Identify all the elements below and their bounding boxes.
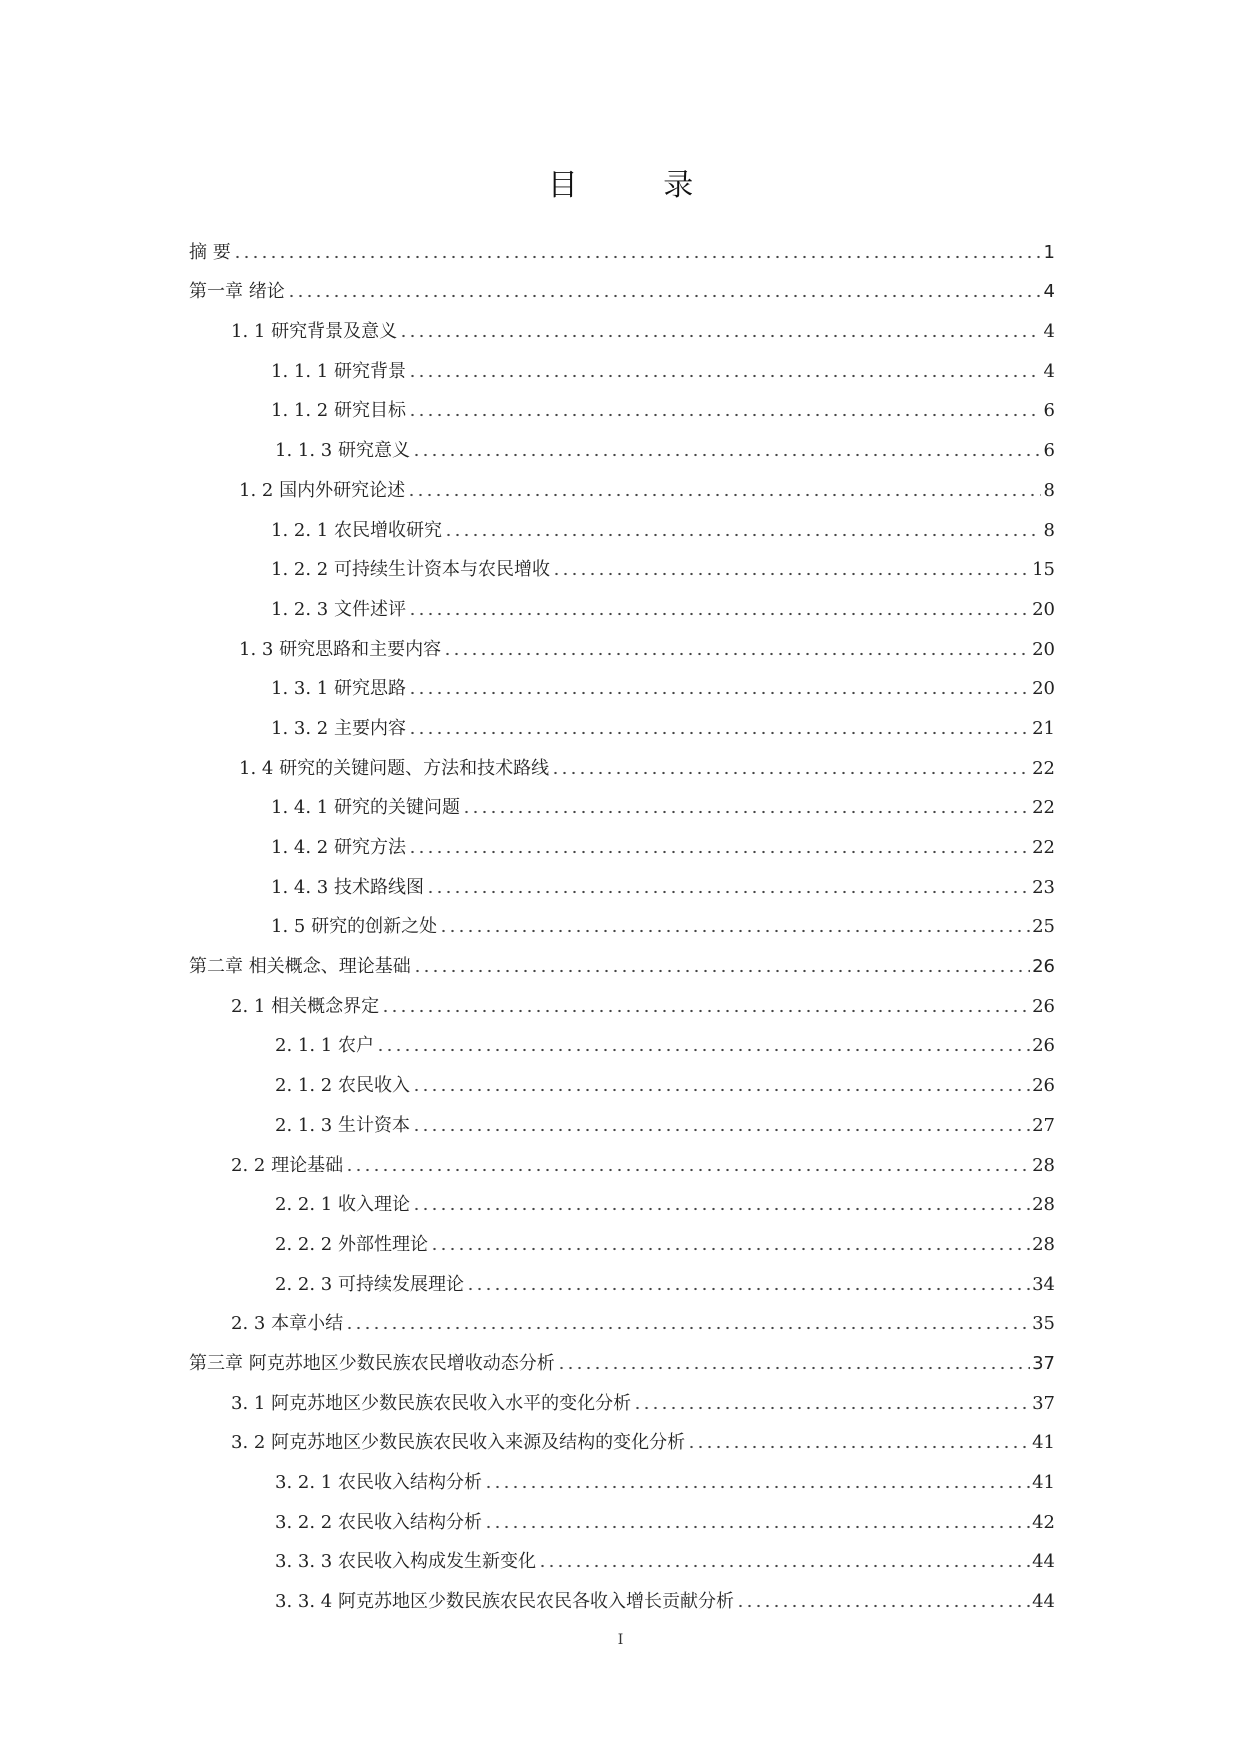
toc-entry-page-number: 42	[1032, 1511, 1055, 1533]
toc-entry[interactable]	[189, 740, 1055, 780]
toc-entry[interactable]	[189, 899, 1055, 939]
toc-entry-title: 3. 3. 3 农民收入构成发生新变化	[275, 1551, 536, 1573]
toc-entry[interactable]	[189, 819, 1055, 859]
toc-entry-page-number: 8	[1043, 479, 1055, 501]
toc-entry[interactable]	[189, 978, 1055, 1018]
toc-entry[interactable]	[189, 303, 1055, 343]
toc-entry-page-number: 22	[1032, 757, 1055, 779]
toc-entry[interactable]	[189, 938, 1055, 978]
dot-leader	[538, 1563, 1030, 1569]
toc-entry-title: 1. 1. 3 研究意义	[275, 440, 410, 462]
toc-entry-title: 1. 1 研究背景及意义	[231, 321, 398, 343]
toc-entry-title: 3. 3. 4 阿克苏地区少数民族农民农民各收入增长贡献分析	[275, 1591, 734, 1613]
toc-entry-page-number: 20	[1032, 678, 1055, 700]
dot-leader	[484, 1524, 1030, 1530]
toc-entry-title: 1. 2. 2 可持续生计资本与农民增收	[271, 559, 550, 581]
toc-entry-title: 2. 2. 1 收入理论	[275, 1194, 410, 1216]
dot-leader	[408, 412, 1041, 418]
dot-leader	[413, 968, 1030, 974]
toc-entry[interactable]	[189, 1534, 1055, 1574]
toc-entry-page-number: 26	[1032, 995, 1055, 1017]
dot-leader	[408, 690, 1030, 696]
dot-leader	[412, 452, 1041, 458]
toc-entry[interactable]	[189, 1256, 1055, 1296]
toc-entry-page-number: 37	[1032, 1352, 1055, 1374]
toc-entry-title: 1. 1. 1 研究背景	[271, 360, 406, 382]
toc-entry-page-number: 34	[1032, 1273, 1055, 1295]
dot-leader	[462, 809, 1030, 815]
toc-entry-page-number: 28	[1032, 1154, 1055, 1176]
toc-entry-page-number: 22	[1032, 797, 1055, 819]
toc-entry-page-number: 22	[1032, 837, 1055, 858]
toc-entry-title: 2. 2 理论基础	[231, 1154, 344, 1176]
toc-entry-title: 2. 1. 2 农民收入	[275, 1075, 410, 1097]
dot-leader	[557, 1365, 1030, 1371]
toc-entry-title: 1. 1. 2 研究目标	[271, 400, 406, 422]
dot-leader	[466, 1286, 1030, 1292]
toc-entry-title: 1. 4. 3 技术路线图	[271, 876, 424, 898]
toc-entry-title: 第三章 阿克苏地区少数民族农民增收动态分析	[189, 1352, 555, 1374]
dot-leader	[736, 1603, 1030, 1609]
toc-entry-title: 1. 3. 1 研究思路	[271, 678, 406, 700]
toc-entry[interactable]	[189, 1454, 1055, 1494]
toc-entry-title: 1. 2. 3 文件述评	[271, 598, 406, 620]
toc-entry-title: 3. 2 阿克苏地区少数民族农民收入来源及结构的变化分析	[231, 1432, 686, 1454]
toc-entry-title: 2. 1. 1 农户	[275, 1035, 374, 1057]
toc-title: 目 录	[547, 168, 732, 203]
toc-entry[interactable]	[189, 1296, 1055, 1336]
toc-entry[interactable]	[189, 1415, 1055, 1455]
toc-entry[interactable]	[189, 1137, 1055, 1177]
toc-entry-page-number: 28	[1032, 1194, 1055, 1216]
toc-entry-title: 3. 2. 1 农民收入结构分析	[275, 1472, 482, 1493]
toc-entry-page-number: 25	[1032, 916, 1055, 938]
dot-leader	[444, 532, 1041, 538]
toc-entry[interactable]	[189, 343, 1055, 383]
toc-entry-page-number: 28	[1032, 1233, 1055, 1255]
dot-leader	[439, 928, 1030, 934]
toc-entry-title: 2. 1 相关概念界定	[231, 995, 380, 1017]
toc-entry-title: 1. 5 研究的创新之处	[271, 916, 438, 938]
toc-entry[interactable]	[189, 224, 1055, 264]
toc-entry-page-number: 26	[1032, 956, 1055, 978]
dot-leader	[408, 730, 1030, 736]
toc-entry[interactable]	[189, 542, 1055, 582]
toc-entry-title: 1. 3 研究思路和主要内容	[239, 638, 442, 660]
dot-leader	[412, 1127, 1030, 1133]
toc-entry-title: 摘 要	[189, 241, 231, 263]
toc-entry[interactable]	[189, 1375, 1055, 1415]
toc-entry-page-number: 26	[1032, 1075, 1055, 1097]
dot-leader	[407, 492, 1041, 498]
dot-leader	[233, 254, 1041, 260]
toc-entry[interactable]	[189, 581, 1055, 621]
table-of-contents	[189, 224, 1055, 1613]
toc-entry-page-number: 23	[1032, 876, 1055, 898]
toc-entry-page-number: 8	[1043, 519, 1055, 541]
toc-entry-page-number: 4	[1043, 360, 1055, 382]
dot-leader	[412, 1087, 1030, 1093]
toc-entry[interactable]	[189, 264, 1055, 304]
toc-entry-title: 1. 2. 1 农民增收研究	[271, 519, 442, 541]
toc-entry-page-number: 37	[1032, 1392, 1055, 1414]
toc-entry-title: 1. 4. 2 研究方法	[271, 837, 406, 858]
footer-page-number: I	[617, 1632, 624, 1648]
toc-entry-page-number: 4	[1043, 321, 1055, 343]
toc-entry[interactable]	[189, 1335, 1055, 1375]
toc-entry-title: 第二章 相关概念、理论基础	[189, 956, 411, 978]
toc-entry-title: 1. 4 研究的关键问题、方法和技术路线	[239, 757, 550, 779]
toc-entry[interactable]	[189, 1573, 1055, 1613]
toc-entry-title: 第一章 绪论	[189, 281, 285, 303]
toc-entry-page-number: 27	[1032, 1114, 1055, 1136]
toc-entry-title: 2. 2. 3 可持续发展理论	[275, 1273, 464, 1295]
toc-entry-title: 1. 3. 2 主要内容	[271, 717, 406, 739]
dot-leader	[552, 571, 1030, 577]
toc-entry-page-number: 15	[1032, 559, 1055, 581]
toc-entry[interactable]	[189, 502, 1055, 542]
toc-entry[interactable]	[189, 383, 1055, 423]
dot-leader	[345, 1325, 1030, 1331]
toc-entry-title: 2. 1. 3 生计资本	[275, 1114, 410, 1136]
toc-entry-page-number: 6	[1043, 440, 1055, 462]
toc-entry-title: 2. 2. 2 外部性理论	[275, 1233, 428, 1255]
dot-leader	[551, 770, 1030, 776]
toc-entry-page-number: 44	[1032, 1551, 1055, 1573]
toc-entry[interactable]	[189, 1216, 1055, 1256]
toc-entry[interactable]	[189, 700, 1055, 740]
toc-entry-page-number: 41	[1032, 1472, 1055, 1493]
toc-entry-page-number: 21	[1032, 717, 1055, 739]
dot-leader	[426, 889, 1030, 895]
toc-entry-page-number: 26	[1032, 1035, 1055, 1057]
toc-entry-page-number: 4	[1043, 281, 1055, 303]
toc-entry[interactable]	[189, 859, 1055, 899]
toc-entry[interactable]	[189, 1177, 1055, 1217]
toc-entry[interactable]	[189, 1097, 1055, 1137]
toc-entry-title: 3. 1 阿克苏地区少数民族农民收入水平的变化分析	[231, 1392, 632, 1414]
toc-entry[interactable]	[189, 1018, 1055, 1058]
dot-leader	[376, 1047, 1030, 1053]
toc-entry-page-number: 41	[1032, 1432, 1055, 1454]
toc-entry[interactable]	[189, 780, 1055, 820]
dot-leader	[408, 373, 1041, 379]
dot-leader	[443, 651, 1030, 657]
toc-entry-page-number: 1	[1043, 241, 1055, 263]
dot-leader	[408, 849, 1030, 855]
dot-leader	[430, 1246, 1030, 1252]
toc-entry-title: 1. 2 国内外研究论述	[239, 479, 406, 501]
toc-entry-page-number: 20	[1032, 598, 1055, 620]
toc-entry-title: 3. 2. 2 农民收入结构分析	[275, 1511, 482, 1533]
dot-leader	[381, 1008, 1030, 1014]
dot-leader	[287, 293, 1041, 299]
dot-leader	[408, 611, 1030, 617]
toc-entry[interactable]	[189, 422, 1055, 462]
toc-entry-page-number: 35	[1032, 1313, 1055, 1335]
toc-entry-page-number: 6	[1043, 400, 1055, 422]
toc-entry-page-number: 44	[1032, 1591, 1055, 1613]
dot-leader	[484, 1484, 1030, 1490]
dot-leader	[687, 1444, 1030, 1450]
dot-leader	[412, 1206, 1030, 1212]
dot-leader	[345, 1167, 1030, 1173]
toc-entry[interactable]	[189, 462, 1055, 502]
toc-entry-page-number: 20	[1032, 638, 1055, 660]
toc-entry-title: 2. 3 本章小结	[231, 1313, 344, 1335]
dot-leader	[633, 1405, 1030, 1411]
dot-leader	[399, 333, 1041, 339]
toc-entry[interactable]	[189, 621, 1055, 661]
toc-entry-title: 1. 4. 1 研究的关键问题	[271, 797, 460, 819]
toc-entry[interactable]	[189, 1494, 1055, 1534]
toc-entry[interactable]	[189, 1057, 1055, 1097]
toc-entry[interactable]	[189, 661, 1055, 701]
